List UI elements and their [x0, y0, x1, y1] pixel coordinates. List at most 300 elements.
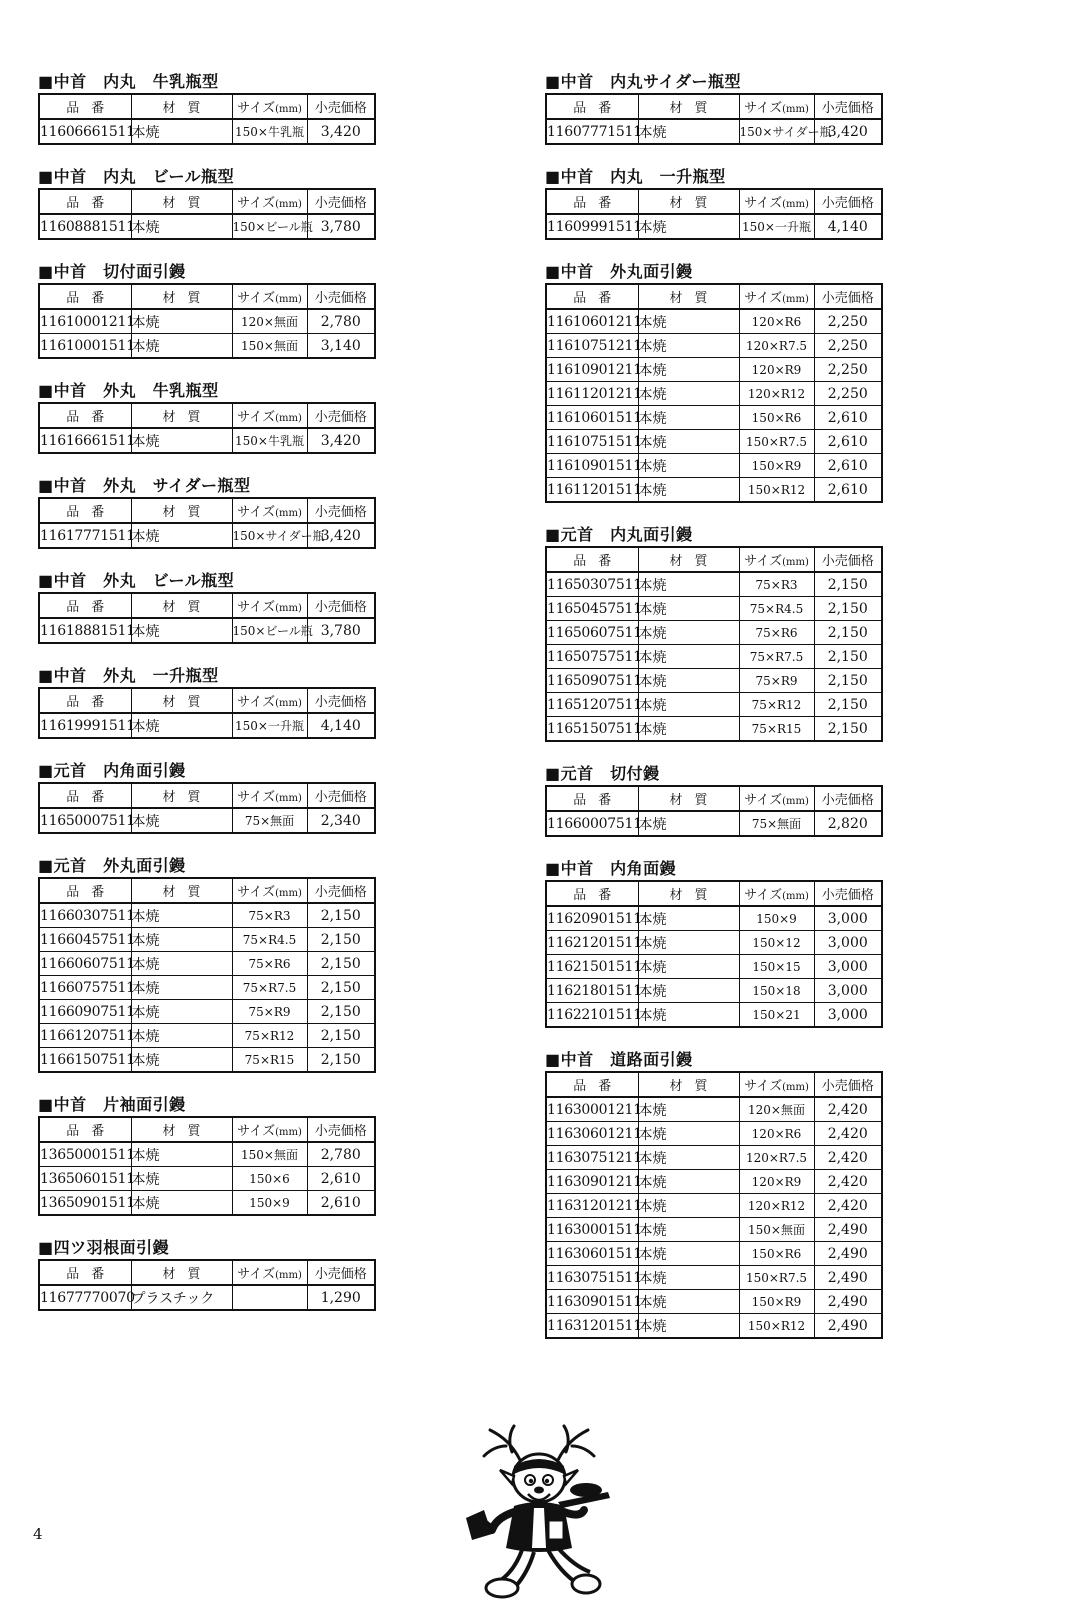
size: 75×R7.5 — [739, 645, 814, 669]
header-material: 材質 — [638, 547, 739, 572]
material: 本焼 — [638, 334, 739, 358]
header-size-unit: (mm) — [782, 557, 809, 568]
product-code: 11650757511 — [546, 645, 638, 669]
material: 本焼 — [131, 903, 232, 928]
header-size — [232, 403, 307, 428]
retail-price: 3,000 — [814, 955, 882, 979]
product-code: 11660607511 — [39, 952, 131, 976]
size: 75×R9 — [739, 669, 814, 693]
material: 本焼 — [131, 713, 232, 738]
retail-price: 2,610 — [814, 406, 882, 430]
header-size-unit: (mm) — [275, 603, 302, 614]
header-size-unit: (mm) — [275, 294, 302, 305]
table-row — [546, 454, 882, 478]
material: 本焼 — [638, 669, 739, 693]
material: 本焼 — [638, 906, 739, 931]
header-size-unit: (mm) — [782, 199, 809, 210]
header-size-unit: (mm) — [782, 1082, 809, 1093]
product-section — [545, 260, 881, 503]
product-code: 11621201511 — [546, 931, 638, 955]
material: 本焼 — [131, 808, 232, 833]
header-size-label: サイズ — [744, 101, 783, 116]
header-code: 品番 — [39, 498, 131, 523]
product-code: 11630901511 — [546, 1290, 638, 1314]
retail-price: 3,420 — [307, 428, 375, 453]
header-row — [39, 284, 375, 309]
material: 本焼 — [638, 478, 739, 503]
price-table — [38, 1116, 376, 1216]
table-row — [546, 382, 882, 406]
material: 本焼 — [638, 621, 739, 645]
size: 75×R3 — [232, 903, 307, 928]
table-row — [546, 811, 882, 836]
section-title: ■中首 内丸 一升瓶型 — [545, 167, 726, 186]
header-row — [546, 284, 882, 309]
material: 本焼 — [638, 358, 739, 382]
section-title: ■中首 内丸サイダー瓶型 — [545, 72, 741, 91]
table-row — [546, 693, 882, 717]
header-size-label: サイズ — [744, 291, 783, 306]
table-row — [546, 979, 882, 1003]
retail-price: 2,150 — [307, 952, 375, 976]
retail-price: 2,610 — [814, 478, 882, 503]
header-size — [232, 498, 307, 523]
retail-price: 2,150 — [814, 597, 882, 621]
header-size-label: サイズ — [237, 1124, 276, 1139]
table-row — [39, 808, 375, 833]
table-row — [546, 358, 882, 382]
material: 本焼 — [131, 309, 232, 334]
header-row — [546, 94, 882, 119]
section-title: ■中首 内丸 牛乳瓶型 — [38, 72, 219, 91]
section-title: ■中首 内角面鏝 — [545, 859, 677, 878]
product-section — [545, 857, 881, 1028]
size: 150×サイダー瓶 — [739, 119, 814, 144]
size: 75×R12 — [739, 693, 814, 717]
header-material: 材質 — [638, 881, 739, 906]
product-section — [38, 664, 374, 739]
product-code: 11610901211 — [546, 358, 638, 382]
header-size — [232, 878, 307, 903]
size: 120×R7.5 — [739, 334, 814, 358]
material: 本焼 — [638, 693, 739, 717]
size: 150×R12 — [739, 478, 814, 503]
material: 本焼 — [131, 1000, 232, 1024]
material: 本焼 — [131, 952, 232, 976]
size: 150×R6 — [739, 1242, 814, 1266]
header-size-unit: (mm) — [275, 1270, 302, 1281]
price-table — [545, 785, 883, 837]
retail-price: 2,250 — [814, 309, 882, 334]
retail-price: 2,610 — [814, 430, 882, 454]
product-code: 11610601211 — [546, 309, 638, 334]
product-code: 11661207511 — [39, 1024, 131, 1048]
table-row — [546, 430, 882, 454]
product-section — [545, 762, 881, 837]
product-code: 11650607511 — [546, 621, 638, 645]
header-price: 小売価格 — [814, 94, 882, 119]
header-price: 小売価格 — [814, 547, 882, 572]
product-code: 11660907511 — [39, 1000, 131, 1024]
size — [232, 1285, 307, 1310]
material: 本焼 — [638, 955, 739, 979]
price-table — [38, 283, 376, 359]
header-material: 材質 — [131, 284, 232, 309]
size: 120×R12 — [739, 382, 814, 406]
material: 本焼 — [638, 1314, 739, 1339]
retail-price: 2,150 — [814, 669, 882, 693]
table-row — [39, 976, 375, 1000]
size: 150×R7.5 — [739, 430, 814, 454]
header-size — [739, 189, 814, 214]
size: 150×無面 — [232, 1142, 307, 1167]
header-price: 小売価格 — [814, 284, 882, 309]
header-material: 材質 — [131, 593, 232, 618]
size: 120×無面 — [739, 1097, 814, 1122]
table-row — [39, 1142, 375, 1167]
product-code: 11631201511 — [546, 1314, 638, 1339]
retail-price: 2,150 — [814, 645, 882, 669]
section-title: ■中首 内丸 ビール瓶型 — [38, 167, 235, 186]
header-price: 小売価格 — [307, 189, 375, 214]
section-title: ■中首 外丸面引鏝 — [545, 262, 693, 281]
product-code: 11660757511 — [39, 976, 131, 1000]
header-material: 材質 — [638, 786, 739, 811]
header-size — [232, 688, 307, 713]
header-code: 品番 — [39, 1260, 131, 1285]
material: 本焼 — [638, 454, 739, 478]
left-column — [38, 70, 374, 1331]
product-section — [545, 1048, 881, 1339]
header-code: 品番 — [39, 403, 131, 428]
header-price: 小売価格 — [307, 688, 375, 713]
size: 150×ビール瓶 — [232, 214, 307, 239]
product-code: 11606661511 — [39, 119, 131, 144]
header-row — [39, 783, 375, 808]
material: 本焼 — [131, 334, 232, 359]
retail-price: 2,490 — [814, 1242, 882, 1266]
size: 150×サイダー瓶 — [232, 523, 307, 548]
header-size — [739, 881, 814, 906]
header-size-unit: (mm) — [782, 891, 809, 902]
price-table — [38, 592, 376, 644]
product-section — [545, 165, 881, 240]
table-row — [39, 1048, 375, 1073]
size: 75×R4.5 — [739, 597, 814, 621]
header-material: 材質 — [638, 189, 739, 214]
retail-price: 4,140 — [307, 713, 375, 738]
section-title: ■中首 片袖面引鏝 — [38, 1095, 186, 1114]
deer-mascot-icon — [462, 1422, 612, 1612]
table-row — [39, 903, 375, 928]
header-size-unit: (mm) — [275, 1127, 302, 1138]
size: 150×一升瓶 — [232, 713, 307, 738]
material: 本焼 — [638, 811, 739, 836]
header-size — [739, 547, 814, 572]
header-code: 品番 — [39, 593, 131, 618]
table-row — [39, 928, 375, 952]
product-section — [545, 70, 881, 145]
header-code: 品番 — [39, 189, 131, 214]
table-row — [546, 645, 882, 669]
product-code: 11651507511 — [546, 717, 638, 742]
table-row — [39, 214, 375, 239]
size: 75×R6 — [232, 952, 307, 976]
retail-price: 3,420 — [307, 119, 375, 144]
table-row — [546, 214, 882, 239]
header-material: 材質 — [131, 403, 232, 428]
header-size-unit: (mm) — [275, 413, 302, 424]
header-price: 小売価格 — [814, 881, 882, 906]
material: 本焼 — [638, 382, 739, 406]
material: 本焼 — [638, 1194, 739, 1218]
header-size-label: サイズ — [744, 1079, 783, 1094]
product-code: 11611201211 — [546, 382, 638, 406]
header-row — [39, 498, 375, 523]
size: 150×R6 — [739, 406, 814, 430]
header-size-unit: (mm) — [782, 796, 809, 807]
header-size — [739, 94, 814, 119]
header-size-label: サイズ — [744, 888, 783, 903]
material: 本焼 — [638, 1218, 739, 1242]
product-code: 11660007511 — [546, 811, 638, 836]
material: 本焼 — [638, 1242, 739, 1266]
header-size-label: サイズ — [237, 101, 276, 116]
retail-price: 2,150 — [307, 1024, 375, 1048]
header-material: 材質 — [131, 498, 232, 523]
table-row — [546, 572, 882, 597]
product-code: 11630601511 — [546, 1242, 638, 1266]
retail-price: 2,780 — [307, 1142, 375, 1167]
table-row — [39, 1024, 375, 1048]
size: 120×R9 — [739, 358, 814, 382]
header-size — [739, 1072, 814, 1097]
product-section — [38, 569, 374, 644]
size: 150×21 — [739, 1003, 814, 1028]
header-row — [546, 881, 882, 906]
table-row — [39, 1191, 375, 1216]
material: 本焼 — [131, 976, 232, 1000]
material: 本焼 — [638, 1146, 739, 1170]
table-row — [546, 309, 882, 334]
price-table — [545, 283, 883, 503]
retail-price: 2,780 — [307, 309, 375, 334]
header-size — [232, 284, 307, 309]
size: 120×R7.5 — [739, 1146, 814, 1170]
table-row — [39, 1000, 375, 1024]
header-row — [39, 94, 375, 119]
header-row — [546, 547, 882, 572]
header-code: 品番 — [546, 1072, 638, 1097]
table-row — [546, 597, 882, 621]
retail-price: 3,780 — [307, 214, 375, 239]
table-row — [546, 1242, 882, 1266]
header-size-label: サイズ — [237, 790, 276, 805]
table-row — [546, 1170, 882, 1194]
table-row — [39, 713, 375, 738]
material: 本焼 — [131, 119, 232, 144]
retail-price: 3,420 — [307, 523, 375, 548]
header-code: 品番 — [546, 94, 638, 119]
material: 本焼 — [638, 717, 739, 742]
product-section — [38, 1236, 374, 1311]
size: 150×一升瓶 — [739, 214, 814, 239]
header-size — [232, 189, 307, 214]
table-row — [39, 334, 375, 359]
header-price: 小売価格 — [814, 786, 882, 811]
header-size-unit: (mm) — [782, 104, 809, 115]
product-code: 11610001511 — [39, 334, 131, 359]
material: 本焼 — [638, 1003, 739, 1028]
header-row — [39, 593, 375, 618]
material: 本焼 — [131, 1191, 232, 1216]
header-material: 材質 — [131, 878, 232, 903]
table-row — [546, 669, 882, 693]
retail-price: 2,820 — [814, 811, 882, 836]
right-column — [545, 70, 881, 1359]
product-section — [38, 474, 374, 549]
header-code: 品番 — [39, 1117, 131, 1142]
table-row — [546, 717, 882, 742]
header-code: 品番 — [546, 284, 638, 309]
retail-price: 3,420 — [814, 119, 882, 144]
section-title: ■中首 外丸 牛乳瓶型 — [38, 381, 219, 400]
product-code: 11622101511 — [546, 1003, 638, 1028]
material: 本焼 — [131, 618, 232, 643]
material: プラスチック — [131, 1285, 232, 1310]
material: 本焼 — [638, 979, 739, 1003]
header-size-label: サイズ — [237, 885, 276, 900]
header-material: 材質 — [638, 94, 739, 119]
header-row — [39, 189, 375, 214]
header-size — [232, 593, 307, 618]
price-table — [38, 93, 376, 145]
material: 本焼 — [638, 1122, 739, 1146]
product-code: 13650001511 — [39, 1142, 131, 1167]
table-row — [546, 1194, 882, 1218]
header-size — [232, 783, 307, 808]
product-code: 11650307511 — [546, 572, 638, 597]
header-price: 小売価格 — [307, 1117, 375, 1142]
table-row — [546, 1146, 882, 1170]
header-row — [39, 403, 375, 428]
retail-price: 2,250 — [814, 358, 882, 382]
table-row — [546, 955, 882, 979]
header-size — [232, 1260, 307, 1285]
table-row — [546, 1314, 882, 1339]
product-code: 11608881511 — [39, 214, 131, 239]
size: 75×R12 — [232, 1024, 307, 1048]
table-row — [546, 406, 882, 430]
product-code: 11610901511 — [546, 454, 638, 478]
header-size — [232, 94, 307, 119]
price-table — [545, 1071, 883, 1339]
size: 150×18 — [739, 979, 814, 1003]
header-material: 材質 — [131, 94, 232, 119]
header-code: 品番 — [546, 189, 638, 214]
retail-price: 4,140 — [814, 214, 882, 239]
header-price: 小売価格 — [307, 878, 375, 903]
retail-price: 2,150 — [814, 572, 882, 597]
retail-price: 2,150 — [307, 1048, 375, 1073]
header-material: 材質 — [131, 189, 232, 214]
header-size-unit: (mm) — [275, 508, 302, 519]
product-section — [38, 165, 374, 240]
product-code: 11616661511 — [39, 428, 131, 453]
size: 150×6 — [232, 1167, 307, 1191]
material: 本焼 — [131, 523, 232, 548]
material: 本焼 — [638, 309, 739, 334]
header-size-unit: (mm) — [275, 698, 302, 709]
header-row — [39, 1260, 375, 1285]
price-table — [545, 880, 883, 1028]
material: 本焼 — [638, 1170, 739, 1194]
header-size-unit: (mm) — [275, 199, 302, 210]
header-size-label: サイズ — [237, 695, 276, 710]
mascot-illustration — [462, 1422, 612, 1612]
table-row — [546, 1097, 882, 1122]
size: 120×R9 — [739, 1170, 814, 1194]
size: 120×無面 — [232, 309, 307, 334]
size: 150×ビール瓶 — [232, 618, 307, 643]
header-row — [546, 1072, 882, 1097]
product-code: 11661507511 — [39, 1048, 131, 1073]
header-material: 材質 — [131, 1260, 232, 1285]
table-row — [546, 119, 882, 144]
header-size-unit: (mm) — [275, 888, 302, 899]
header-price: 小売価格 — [814, 1072, 882, 1097]
material: 本焼 — [638, 119, 739, 144]
table-row — [546, 478, 882, 503]
product-code: 11650007511 — [39, 808, 131, 833]
retail-price: 2,250 — [814, 334, 882, 358]
table-row — [39, 523, 375, 548]
retail-price: 2,420 — [814, 1097, 882, 1122]
section-title: ■元首 外丸面引鏝 — [38, 856, 186, 875]
retail-price: 2,420 — [814, 1194, 882, 1218]
header-size-label: サイズ — [237, 505, 276, 520]
retail-price: 2,340 — [307, 808, 375, 833]
retail-price: 2,490 — [814, 1218, 882, 1242]
table-row — [546, 931, 882, 955]
size: 120×R6 — [739, 1122, 814, 1146]
product-code: 11630751511 — [546, 1266, 638, 1290]
header-price: 小売価格 — [307, 498, 375, 523]
header-code: 品番 — [39, 284, 131, 309]
section-title: ■中首 外丸 ビール瓶型 — [38, 571, 235, 590]
header-price: 小売価格 — [307, 1260, 375, 1285]
header-material: 材質 — [131, 688, 232, 713]
header-size-label: サイズ — [237, 410, 276, 425]
material: 本焼 — [131, 1024, 232, 1048]
product-code: 13650901511 — [39, 1191, 131, 1216]
header-size — [739, 786, 814, 811]
product-section — [38, 1093, 374, 1216]
size: 150×R9 — [739, 1290, 814, 1314]
material: 本焼 — [638, 931, 739, 955]
header-size-label: サイズ — [744, 196, 783, 211]
table-row — [39, 119, 375, 144]
product-code: 11620901511 — [546, 906, 638, 931]
header-price: 小売価格 — [307, 593, 375, 618]
header-material: 材質 — [638, 1072, 739, 1097]
size: 120×R6 — [739, 309, 814, 334]
material: 本焼 — [638, 597, 739, 621]
product-code: 11660307511 — [39, 903, 131, 928]
header-size-unit: (mm) — [782, 294, 809, 305]
table-row — [546, 1218, 882, 1242]
material: 本焼 — [131, 1167, 232, 1191]
